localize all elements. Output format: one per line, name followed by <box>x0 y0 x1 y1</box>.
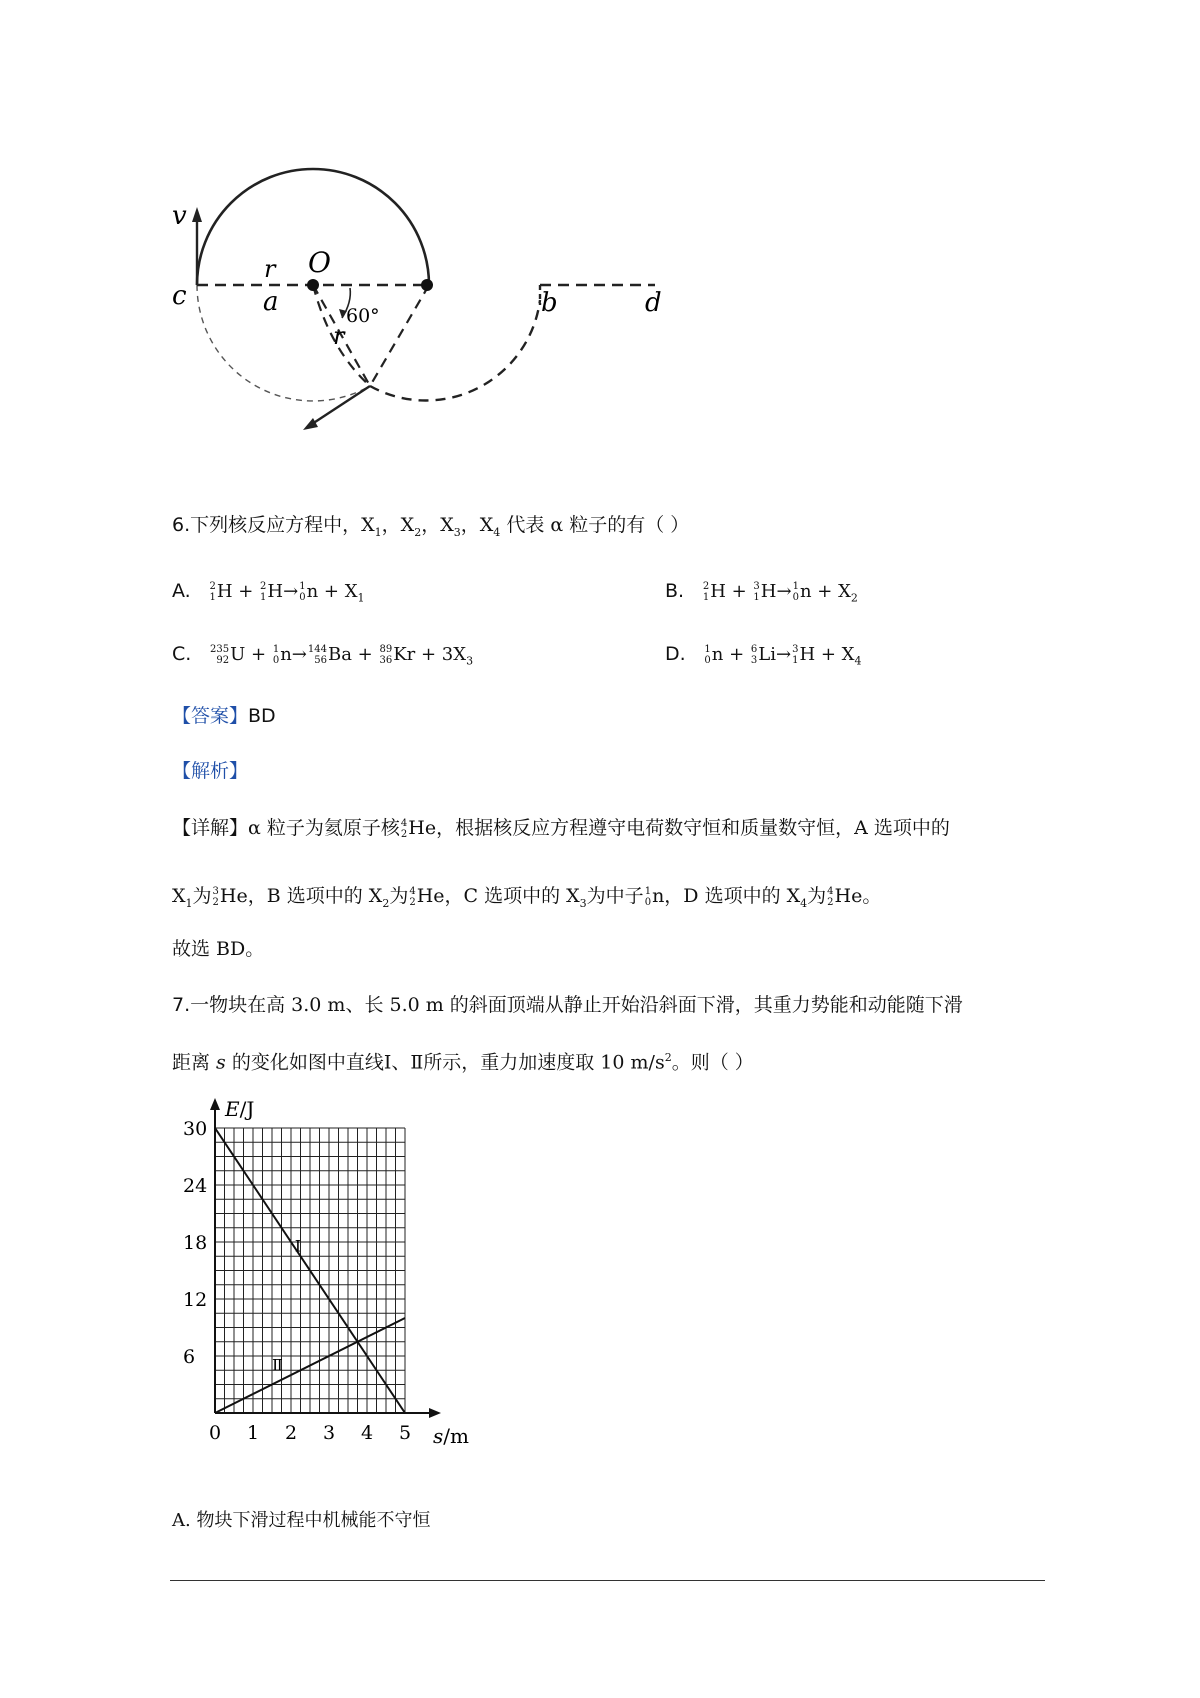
label-b: b <box>541 288 558 318</box>
dashed-chord <box>370 285 429 386</box>
y-axis-label: E/J <box>225 1097 255 1121</box>
q6-answer <box>172 707 276 726</box>
trajectory-diagram <box>160 150 720 450</box>
q6-detail-line1: 【详解】α 粒子为氦原子核 4 2 He，根据核反应方程遵守电荷数守恒和质量数守恒，A 选项中的 <box>172 817 950 840</box>
label-r-diag: r <box>333 322 345 350</box>
point-right <box>421 279 433 291</box>
label-d: d <box>645 288 662 318</box>
y-tick-label: 6 <box>183 1346 196 1368</box>
q7-option-a[interactable]: A. 物块下滑过程中机械能不守恒 <box>172 1510 431 1531</box>
energy-chart <box>170 1095 470 1465</box>
dashed-path-arc <box>370 300 540 401</box>
x-tick-label: 1 <box>247 1422 260 1444</box>
label-r-top: r <box>264 255 276 283</box>
q6-detail-line2: $X_1$为 3 2 He，B 选项中的 $X_2$为 4 2 He，C 选项中的 $X_3$为中子 1 0 n，D 选项中的 $X_4$为 4 2 He。 <box>172 885 882 910</box>
label-O: O <box>308 246 331 279</box>
y-tick-label: 30 <box>183 1118 208 1140</box>
label-v: v <box>172 201 187 231</box>
q6-stem: 6.下列核反应方程中，$X_1$，$X_2$，$X_3$，$X_4$ 代表 α 粒子的有（ ） <box>172 514 690 539</box>
q6-number: 6. <box>172 514 191 536</box>
point-O <box>307 279 319 291</box>
q6-option-d[interactable]: D. 1 0 n + 6 3 Li→ 3 1 $H + X_4$ <box>665 643 862 668</box>
y-tick-label: 12 <box>183 1289 208 1311</box>
q7-stem-line2: 距离 s 的变化如图中直线Ⅰ、Ⅱ所示，重力加速度取 10 $m/s^2$。则（ ） <box>172 1051 754 1074</box>
q6-option-a[interactable]: A. 2 1 H + 2 1 H→ 1 0 $n + X_1$ <box>172 580 365 605</box>
y-axis-arrow <box>210 1098 220 1110</box>
answer-value: BD <box>248 705 276 727</box>
series-label-1: Ⅰ <box>294 1236 302 1256</box>
q7-stem-line1: 7.一物块在高 3.0 m、长 5.0 m 的斜面顶端从静止开始沿斜面下滑，其重力势能和动能随下滑 <box>172 994 963 1016</box>
series-label-2: Ⅱ <box>272 1355 283 1375</box>
answer-tag: 【答案】 <box>172 705 249 727</box>
label-a: a <box>263 287 279 317</box>
label-angle: 60° <box>346 305 380 327</box>
x-tick-label: 4 <box>361 1422 374 1444</box>
x-tick-label: 5 <box>399 1422 412 1444</box>
y-tick-label: 18 <box>183 1232 208 1254</box>
footer-rule <box>170 1580 1045 1581</box>
q6-option-c[interactable]: C. 235 92 U + 1 0 n→ 144 56 Ba + 89 36 $Kr + 3X_3$ <box>172 643 474 668</box>
x-axis-label: s/m <box>433 1424 469 1448</box>
q6-conclusion: 故选 BD。 <box>172 938 265 960</box>
y-tick-label: 24 <box>183 1175 208 1197</box>
x-axis-arrow <box>429 1408 441 1418</box>
analysis-tag: 【解析】 <box>172 760 249 782</box>
x-tick-label: 0 <box>209 1422 222 1444</box>
x-tick-label: 2 <box>285 1422 298 1444</box>
q6-option-b[interactable]: B. 2 1 H + 3 1 H→ 1 0 $n + X_2$ <box>665 580 858 605</box>
label-c: c <box>172 281 187 311</box>
exit-arrow <box>312 386 370 424</box>
x-tick-label: 3 <box>323 1422 336 1444</box>
